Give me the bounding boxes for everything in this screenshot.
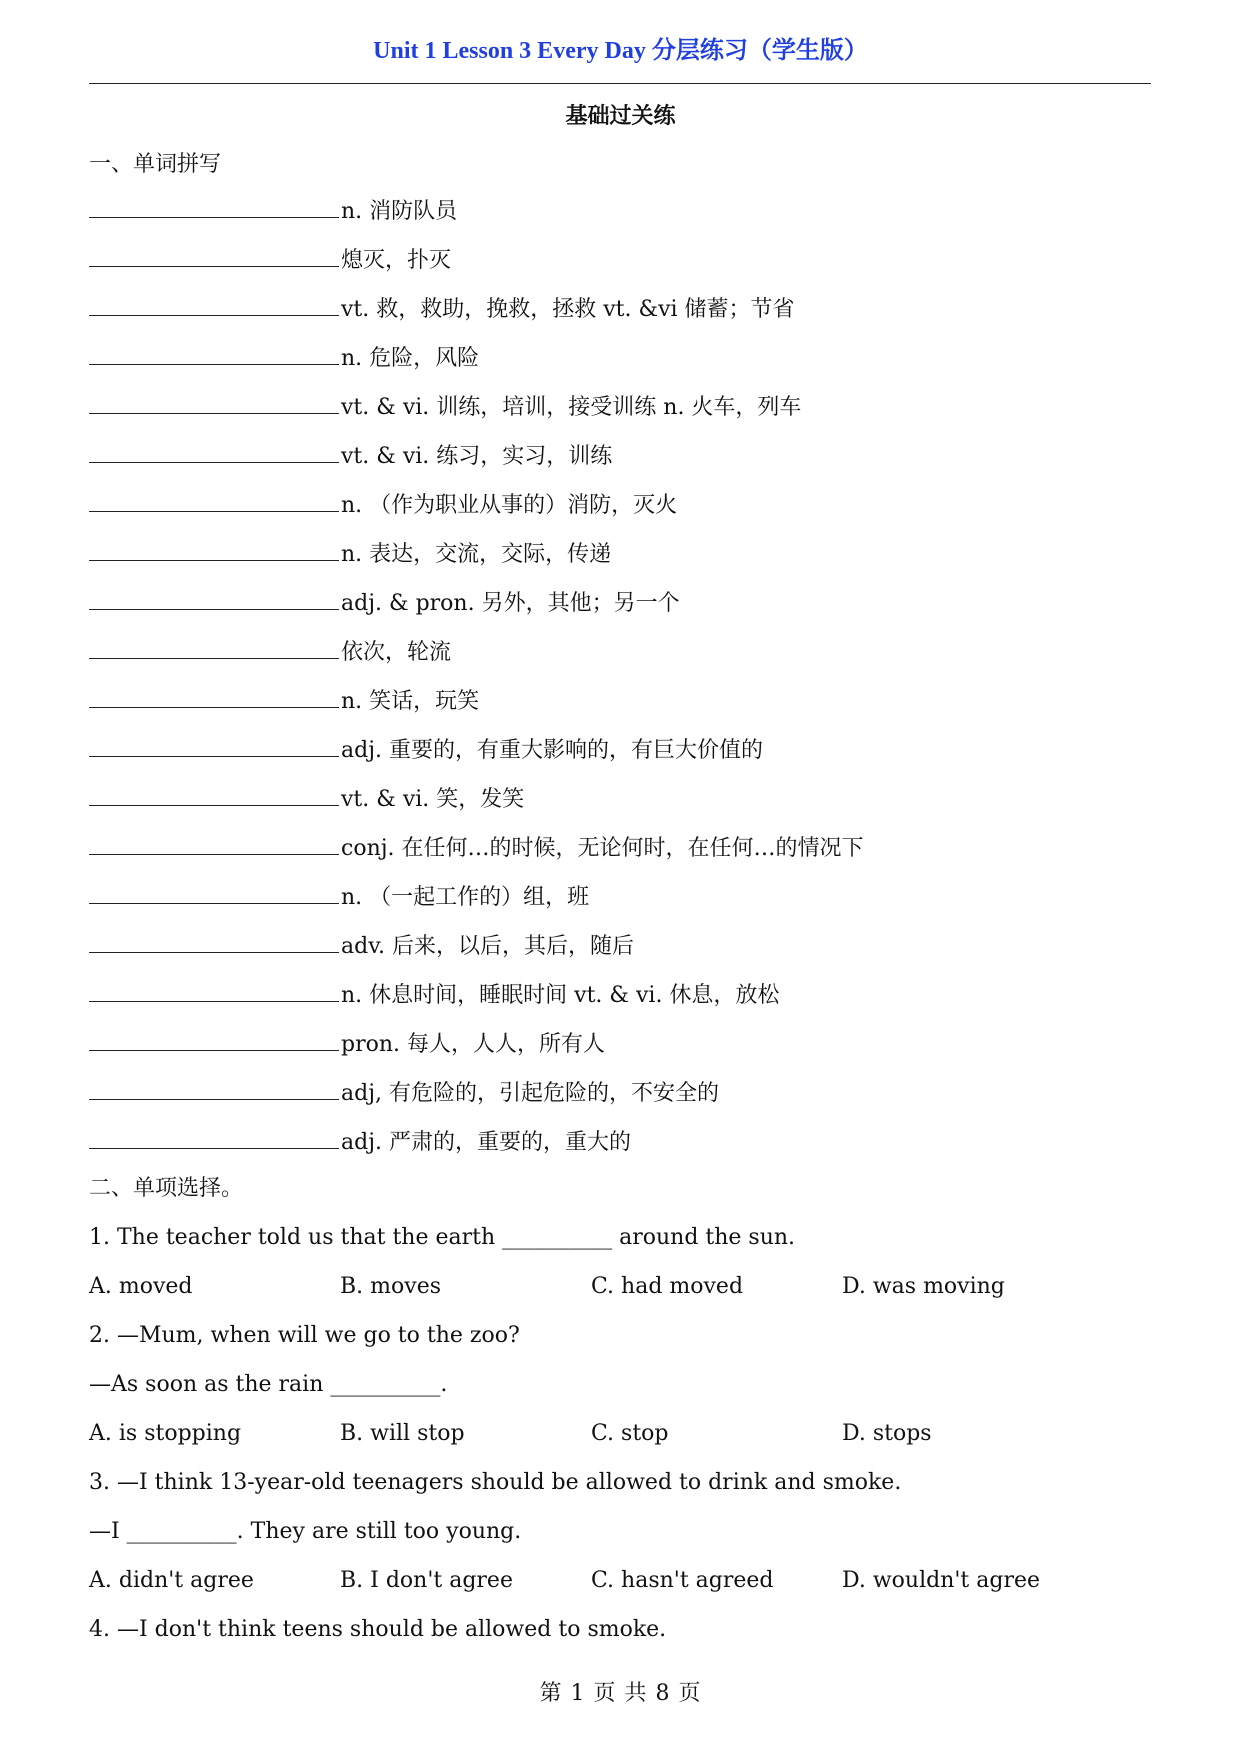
vocab-definition: n. 消防队员 xyxy=(341,199,458,224)
vocab-definition: adj. & pron. 另外，其他；另一个 xyxy=(341,591,680,616)
vocab-item xyxy=(89,240,864,289)
answer-blank[interactable] xyxy=(89,1073,339,1100)
answer-blank[interactable] xyxy=(89,975,339,1002)
question-stem: 4. —I don't think teens should be allowed to smoke. xyxy=(89,1617,667,1642)
question-1 xyxy=(89,1220,1093,1318)
vocab-item xyxy=(89,730,864,779)
answer-blank[interactable] xyxy=(89,583,339,610)
vocab-definition: n. 休息时间，睡眠时间 vt. & vi. 休息，放松 xyxy=(341,983,780,1008)
vocab-definition: adv. 后来，以后，其后，随后 xyxy=(341,934,635,959)
header-divider xyxy=(89,83,1151,84)
option-b[interactable]: B. I don't agree xyxy=(340,1568,513,1593)
question-stem: 1. The teacher told us that the earth __________ around the sun. xyxy=(89,1225,796,1250)
section-title: 基础过关练 xyxy=(565,103,676,129)
option-a[interactable]: A. moved xyxy=(89,1274,193,1299)
answer-blank[interactable] xyxy=(89,730,339,757)
vocab-definition: n. （作为职业从事的）消防，灭火 xyxy=(341,493,678,518)
vocab-item xyxy=(89,1073,864,1122)
answer-blank[interactable] xyxy=(89,240,339,267)
question-stem: 3. —I think 13-year-old teenagers should be allowed to drink and smoke. xyxy=(89,1470,902,1495)
answer-blank[interactable] xyxy=(89,1024,339,1051)
answer-blank[interactable] xyxy=(89,485,339,512)
vocab-definition: 依次，轮流 xyxy=(341,640,452,665)
vocab-list xyxy=(89,191,864,1171)
vocab-definition: vt. & vi. 训练，培训，接受训练 n. 火车，列车 xyxy=(341,395,802,420)
answer-blank[interactable] xyxy=(89,534,339,561)
vocab-definition: n. 危险，风险 xyxy=(341,346,480,371)
vocab-definition: pron. 每人，人人，所有人 xyxy=(341,1032,606,1057)
vocab-item xyxy=(89,436,864,485)
options-row xyxy=(89,1416,1093,1465)
vocab-item xyxy=(89,828,864,877)
vocab-definition: n. （一起工作的）组，班 xyxy=(341,885,590,910)
vocab-item xyxy=(89,583,864,632)
question-4 xyxy=(89,1612,666,1661)
answer-blank[interactable] xyxy=(89,1122,339,1149)
options-row xyxy=(89,1269,1093,1318)
vocab-definition: adj. 严肃的，重要的，重大的 xyxy=(341,1130,632,1155)
vocab-definition: adj, 有危险的，引起危险的，不安全的 xyxy=(341,1081,720,1106)
question-stem: 2. —Mum, when will we go to the zoo? xyxy=(89,1323,520,1348)
vocab-item xyxy=(89,779,864,828)
vocab-item xyxy=(89,1122,864,1171)
answer-blank[interactable] xyxy=(89,387,339,414)
option-b[interactable]: B. will stop xyxy=(340,1421,465,1446)
vocab-item xyxy=(89,534,864,583)
vocab-item xyxy=(89,975,864,1024)
option-a[interactable]: A. didn't agree xyxy=(89,1568,254,1593)
vocab-definition: adj. 重要的，有重大影响的，有巨大价值的 xyxy=(341,738,764,763)
vocab-item xyxy=(89,338,864,387)
vocab-item xyxy=(89,1024,864,1073)
vocab-item xyxy=(89,289,864,338)
vocab-definition: vt. & vi. 练习，实习，训练 xyxy=(341,444,613,469)
answer-blank[interactable] xyxy=(89,191,339,218)
part1-heading: 一、单词拼写 xyxy=(89,152,222,177)
page-number-footer: 第 1 页 共 8 页 xyxy=(539,1681,702,1706)
option-d[interactable]: D. was moving xyxy=(842,1274,1005,1299)
answer-blank[interactable] xyxy=(89,926,339,953)
question-2 xyxy=(89,1318,1093,1465)
vocab-item xyxy=(89,191,864,240)
document-header-title: Unit 1 Lesson 3 Every Day 分层练习（学生版） xyxy=(373,38,868,64)
vocab-item xyxy=(89,681,864,730)
vocab-definition: 熄灭，扑灭 xyxy=(341,248,452,273)
option-b[interactable]: B. moves xyxy=(340,1274,441,1299)
question-stem-continued: —As soon as the rain __________. xyxy=(89,1372,448,1397)
answer-blank[interactable] xyxy=(89,681,339,708)
vocab-item xyxy=(89,632,864,681)
option-d[interactable]: D. stops xyxy=(842,1421,932,1446)
option-c[interactable]: C. hasn't agreed xyxy=(591,1568,774,1593)
answer-blank[interactable] xyxy=(89,338,339,365)
vocab-item xyxy=(89,485,864,534)
vocab-definition: conj. 在任何…的时候，无论何时，在任何…的情况下 xyxy=(341,836,864,861)
answer-blank[interactable] xyxy=(89,632,339,659)
answer-blank[interactable] xyxy=(89,436,339,463)
option-a[interactable]: A. is stopping xyxy=(89,1421,242,1446)
vocab-item xyxy=(89,877,864,926)
vocab-item xyxy=(89,926,864,975)
option-c[interactable]: C. had moved xyxy=(591,1274,744,1299)
vocab-definition: vt. & vi. 笑，发笑 xyxy=(341,787,525,812)
option-c[interactable]: C. stop xyxy=(591,1421,669,1446)
question-3 xyxy=(89,1465,1093,1612)
vocab-definition: n. 表达，交流，交际，传递 xyxy=(341,542,612,567)
vocab-item xyxy=(89,387,864,436)
part2-heading: 二、单项选择。 xyxy=(89,1176,244,1201)
answer-blank[interactable] xyxy=(89,779,339,806)
options-row xyxy=(89,1563,1093,1612)
question-stem-continued: —I __________. They are still too young. xyxy=(89,1519,522,1544)
answer-blank[interactable] xyxy=(89,877,339,904)
answer-blank[interactable] xyxy=(89,289,339,316)
vocab-definition: n. 笑话，玩笑 xyxy=(341,689,480,714)
answer-blank[interactable] xyxy=(89,828,339,855)
vocab-definition: vt. 救，救助，挽救，拯救 vt. &vi 储蓄；节省 xyxy=(341,297,795,322)
option-d[interactable]: D. wouldn't agree xyxy=(842,1568,1041,1593)
